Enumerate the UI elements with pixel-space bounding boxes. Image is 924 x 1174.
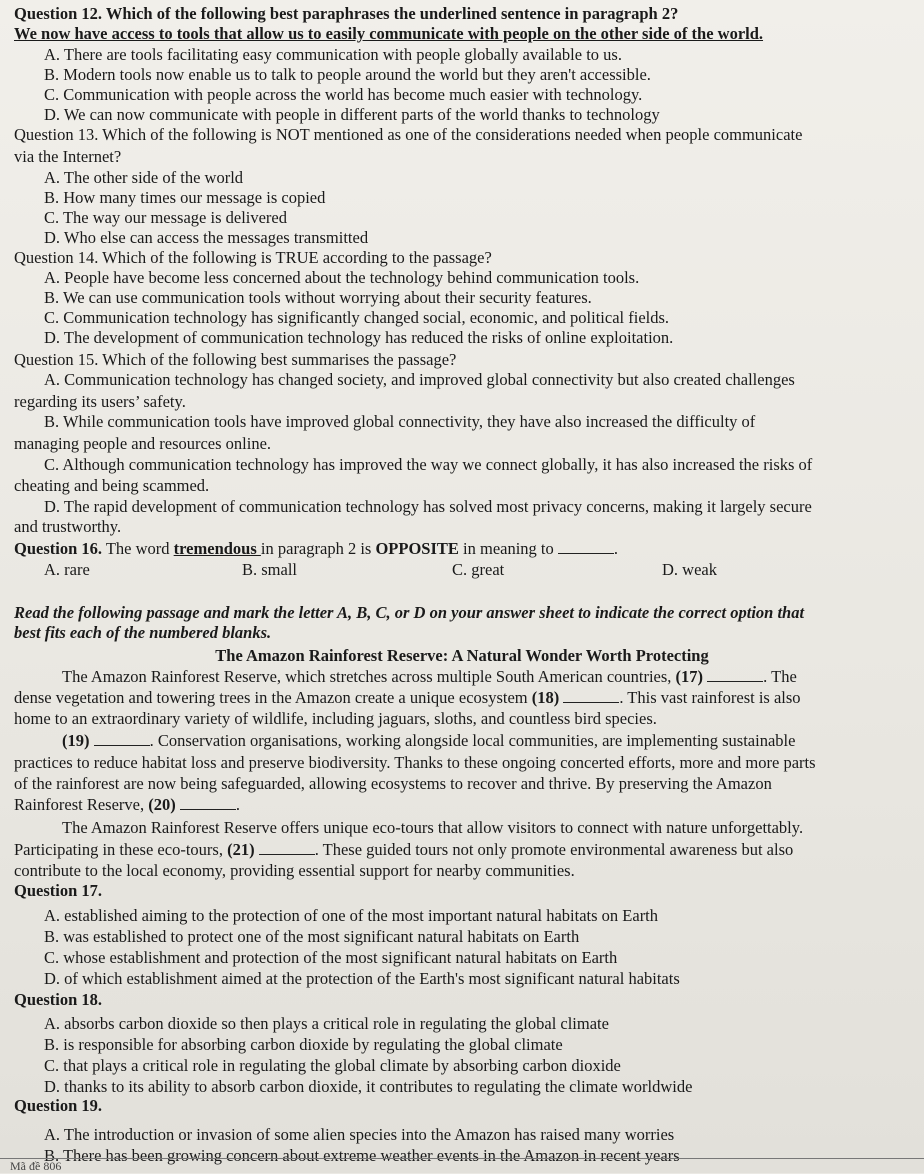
q18-option-c: C. that plays a critical role in regulating the global climate by absorbing carbon dioxide [44,1056,621,1075]
passage-text: Rainforest Reserve, [14,795,149,814]
q19-label: Question 19. [14,1096,103,1115]
passage-text: The Amazon Rainforest Reserve, which stretches across multiple South American countries, [62,667,676,686]
q18-option-b: B. is responsible for absorbing carbon dioxide by regulating the global climate [44,1035,563,1054]
exam-code: Mã đề 806 [10,1159,62,1173]
q13-option-c: C. The way our message is delivered [44,208,288,227]
q15-option-b-line2: managing people and resources online. [14,434,272,453]
passage-title: The Amazon Rainforest Reserve: A Natural Wonder Worth Protecting [215,646,709,665]
blank-17-number: (17) [675,667,704,686]
passage-line-4 [62,731,924,751]
q14-option-b: B. We can use communication tools without worrying about their security features. [44,288,592,307]
q17-option-b: B. was established to protect one of the most significant natural habitats on Earth [44,927,580,946]
blank-20 [180,795,236,810]
blank-18 [563,688,619,703]
passage-line-10: contribute to the local economy, providing essential support for nearby communities. [14,861,575,880]
q16-option-c: C. great [452,560,505,579]
q12-option-c: C. Communication with people across the world has become much easier with technology. [44,85,643,104]
q13-option-d: D. Who else can access the messages transmitted [44,228,369,247]
passage-text: . Conservation organisations, working alongside local communities, are implementing sustainable [149,731,796,750]
q17-option-d: D. of which establishment aimed at the protection of the Earth's most significant natural habitats [44,969,680,988]
passage-line-9 [14,840,924,860]
passage-line-5: practices to reduce habitat loss and preserve biodiversity. Thanks to these ongoing concerted efforts, more and more parts [14,753,816,772]
q18-option-d: D. thanks to its ability to absorb carbon dioxide, it contributes to regulating the climate worldwide [44,1077,693,1096]
q18-label: Question 18. [14,990,103,1009]
passage-line-6: of the rainforest are now being safeguarded, allowing ecosystems to recover and thrive. By preserving the Amazon [14,774,772,793]
q16-option-d: D. weak [662,560,717,579]
q12-option-a: A. There are tools facilitating easy communication with people globally available to us. [44,45,622,64]
passage-line-8: The Amazon Rainforest Reserve offers unique eco-tours that allow visitors to connect with nature unforgettably. [62,818,804,837]
passage-line-3: home to an extraordinary variety of wildlife, including jaguars, sloths, and countless bird species. [14,709,657,728]
blank-19 [94,731,150,746]
q12-option-d: D. We can now communicate with people in different parts of the world thanks to technology [44,105,660,124]
q14-stem: Question 14. Which of the following is TRUE according to the passage? [14,248,492,267]
passage-line-7 [14,795,924,815]
q17-option-c: C. whose establishment and protection of the most significant natural habitats on Earth [44,948,618,967]
blank-17 [707,667,763,682]
q15-option-c-line1: C. Although communication technology has improved the way we connect globally, it has also increased the risks of [44,455,813,474]
blank-18-number: (18) [531,688,560,707]
q16-text-1: The word [102,539,174,558]
q18-option-a: A. absorbs carbon dioxide so then plays a critical role in regulating the global climate [44,1014,609,1033]
q12-underlined-sentence: We now have access to tools that allow us to easily communicate with people on the other side of the world. [14,24,764,43]
q15-stem: Question 15. Which of the following best summarises the passage? [14,350,457,369]
instruction-line1: Read the following passage and mark the letter A, B, C, or D on your answer sheet to indicate the correct option that [14,603,805,622]
q16-target-word: tremendous [173,539,261,558]
q15-option-a-line2: regarding its users’ safety. [14,392,186,411]
q15-option-a-line1: A. Communication technology has changed society, and improved global connectivity but also created challenges [44,370,795,389]
q14-option-c: C. Communication technology has significantly changed social, economic, and political fields. [44,308,670,327]
q13-option-b: B. How many times our message is copied [44,188,326,207]
blank-21 [259,840,315,855]
q15-option-b-line1: B. While communication tools have improved global connectivity, they have also increased the difficulty of [44,412,756,431]
passage-text: dense vegetation and towering trees in the Amazon create a unique ecosystem [14,688,532,707]
blank-21-number: (21) [227,840,255,859]
blank-19-number: (19) [62,731,90,750]
blank-20-number: (20) [148,795,176,814]
q12-stem: Question 12. Which of the following best paraphrases the underlined sentence in paragraph 2? [14,4,679,23]
page-footer [0,1158,924,1173]
instruction-line2: best fits each of the numbered blanks. [14,623,272,642]
passage-text: . These guided tours not only promote environmental awareness but also [314,840,794,859]
q13-stem-line1: Question 13. Which of the following is NOT mentioned as one of the considerations needed when people communicate [14,125,803,144]
q17-label: Question 17. [14,881,103,900]
q15-option-c-line2: cheating and being scammed. [14,476,210,495]
passage-text: . This vast rainforest is also [619,688,801,707]
q19-option-a: A. The introduction or invasion of some alien species into the Amazon has raised many worries [44,1125,675,1144]
q16-stem [14,539,924,559]
q16-text-2: in paragraph 2 is [260,539,376,558]
q16-opposite: OPPOSITE [375,539,459,558]
q16-blank [558,539,614,554]
q17-option-a: A. established aiming to the protection of one of the most important natural habitats on Earth [44,906,659,925]
q13-option-a: A. The other side of the world [44,168,244,187]
q19-option-b: B. There has been growing concern about extreme weather events in the Amazon in recent years [44,1146,680,1165]
q13-stem-line2: via the Internet? [14,147,122,166]
passage-line-1 [62,667,924,687]
q16-option-a: A. rare [44,560,90,579]
q15-option-d-line1: D. The rapid development of communication technology has solved most privacy concerns, making it largely secure [44,497,812,516]
q14-option-a: A. People have become less concerned about the technology behind communication tools. [44,268,640,287]
q12-option-b: B. Modern tools now enable us to talk to people around the world but they aren't accessible. [44,65,651,84]
q16-label: Question 16. [14,539,103,558]
q14-option-d: D. The development of communication technology has reduced the risks of online exploitation. [44,328,674,347]
passage-line-2 [14,688,924,708]
passage-text: Participating in these eco-tours, [14,840,228,859]
passage-text: . [235,795,240,814]
q16-option-b: B. small [242,560,298,579]
q15-option-d-line2: and trustworthy. [14,517,122,536]
q16-text-3: in meaning to [458,539,558,558]
q16-text-4: . [613,539,619,558]
passage-text: . The [763,667,797,686]
